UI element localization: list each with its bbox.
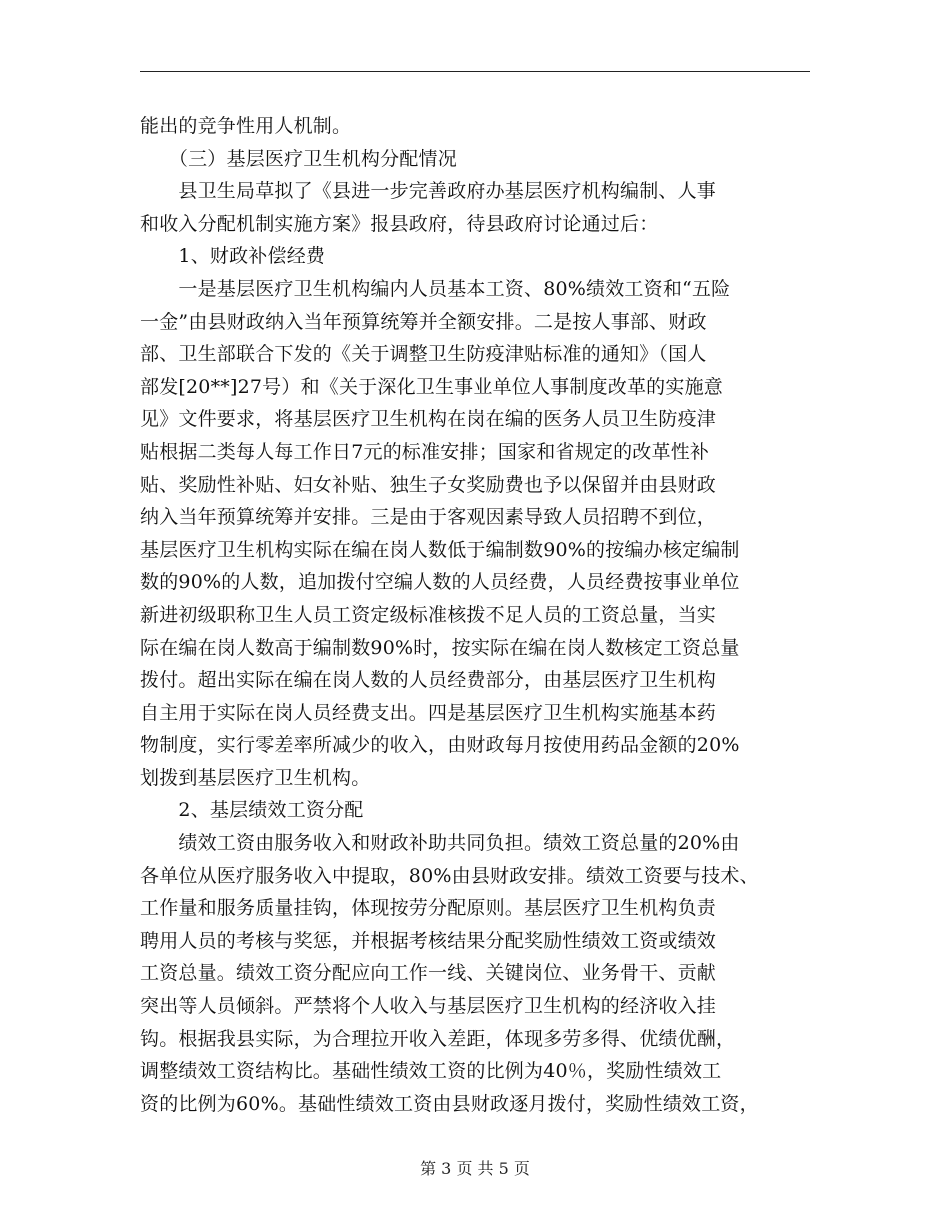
body-line: 突出等人员倾斜。严禁将个人收入与基层医疗卫生机构的经济收入挂 <box>140 995 717 1018</box>
body-line: 部发[20**]27号）和《关于深化卫生事业单位人事制度改革的实施意 <box>140 375 723 398</box>
body-line: 能出的竞争性用人机制。 <box>140 115 352 137</box>
body-line: 际在编在岗人数高于编制数90%时，按实际在编在岗人数核定工资总量 <box>140 636 740 659</box>
body-line: 资的比例为60%。基础性绩效工资由县财政逐月拨付，奖励性绩效工资， <box>140 1092 759 1115</box>
body-line: 贴、奖励性补贴、妇女补贴、独生子女奖励费也予以保留并由县财政 <box>140 473 717 496</box>
body-line: 物制度，实行零差率所减少的收入，由财政每月按使用药品金额的20% <box>140 734 740 757</box>
body-line: 聘用人员的考核与奖惩，并根据考核结果分配奖励性绩效工资或绩效 <box>140 929 717 952</box>
body-line: 县卫生局草拟了《县进一步完善政府办基层医疗机构编制、人事 <box>140 180 717 203</box>
body-line: 2、基层绩效工资分配 <box>140 799 364 822</box>
body-line: 和收入分配机制实施方案》报县政府，待县政府讨论通过后： <box>140 212 659 235</box>
body-line: 纳入当年预算统筹并安排。三是由于客观因素导致人员招聘不到位， <box>140 506 717 529</box>
page-footer: 第 3 页 共 5 页 <box>420 1159 530 1178</box>
body-line: 部、卫生部联合下发的《关于调整卫生防疫津贴标准的通知》（国人 <box>140 343 707 366</box>
body-line: 绩效工资由服务收入和财政补助共同负担。绩效工资总量的20%由 <box>140 832 740 855</box>
body-line: 数的90%的人数，追加拨付空编人数的人员经费，人员经费按事业单位 <box>140 571 740 594</box>
body-line: 钩。根据我县实际，为合理拉开收入差距，体现多劳多得、优绩优酬， <box>140 1027 736 1050</box>
body-line: 各单位从医疗服务收入中提取，80%由县财政安排。绩效工资要与技术、 <box>140 864 759 887</box>
header-rule <box>140 71 810 72</box>
body-line: 贴根据二类每人每工作日7元的标准安排；国家和省规定的改革性补 <box>140 440 710 463</box>
body-line: 调整绩效工资结构比。基础性绩效工资的比例为40％，奖励性绩效工 <box>140 1060 722 1083</box>
body-line: 工作量和服务质量挂钩，体现按劳分配原则。基层医疗卫生机构负责 <box>140 897 717 920</box>
body-line: 见》文件要求，将基层医疗卫生机构在岗在编的医务人员卫生防疫津 <box>140 408 717 431</box>
body-line: 工资总量。绩效工资分配应向工作一线、关键岗位、业务骨干、贡献 <box>140 962 717 985</box>
body-line: 一金”由县财政纳入当年预算统筹并全额安排。二是按人事部、财政 <box>140 310 707 333</box>
body-line: 基层医疗卫生机构实际在编在岗人数低于编制数90%的按编办核定编制 <box>140 538 740 561</box>
body-line: 自主用于实际在岗人员经费支出。四是基层医疗卫生机构实施基本药 <box>140 701 717 724</box>
body-line: 划拨到基层医疗卫生机构。 <box>140 766 371 789</box>
document-body <box>140 110 820 1120</box>
body-line: 拨付。超出实际在编在岗人数的人员经费部分，由基层医疗卫生机构 <box>140 669 717 692</box>
body-line: （三）基层医疗卫生机构分配情况 <box>140 147 457 170</box>
body-line: 1、财政补偿经费 <box>140 245 326 268</box>
body-line: 新进初级职称卫生人员工资定级标准核拨不足人员的工资总量，当实 <box>140 603 717 626</box>
body-line: 一是基层医疗卫生机构编内人员基本工资、80%绩效工资和“五险 <box>140 277 731 300</box>
